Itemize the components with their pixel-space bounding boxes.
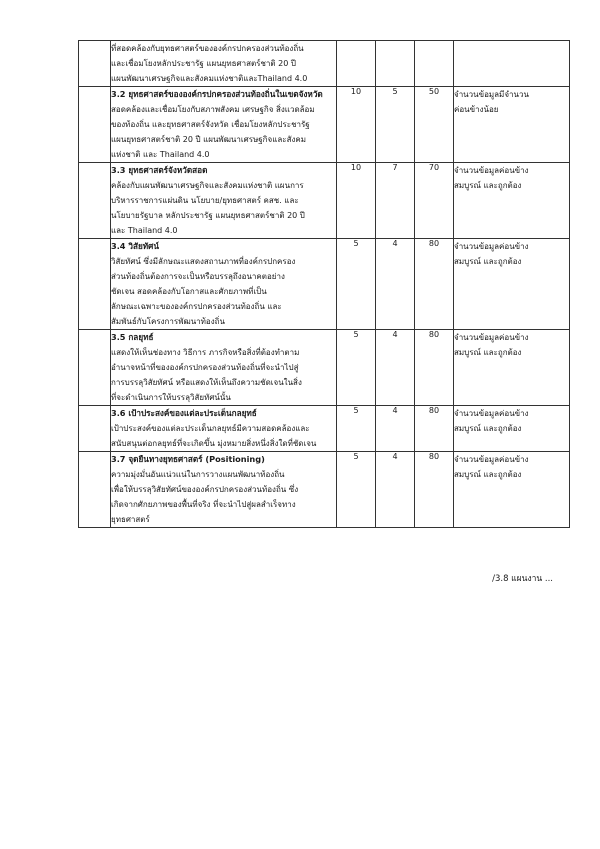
description-line: สัมพันธ์กับโครงการพัฒนาท้องถิ่น [111,317,225,326]
remark-cell [454,41,570,87]
criteria-title: 3.3 ยุทธศาสตร์จังหวัดสอด [111,165,208,175]
description-line: สนับสนุนต่อกลยุทธ์ที่จะเกิดขึ้น มุ่งหมายสิ่งหนึ่งสิ่งใดที่ชัดเจน [111,439,317,448]
earned-score-cell: 4 [376,330,415,406]
description-line: แห่งชาติ และ Thailand 4.0 [111,150,210,159]
criteria-cell [111,87,337,163]
description-line: เกิดจากศักยภาพของพื้นที่จริง ที่จะนำไปสู่ผลสำเร็จทาง [111,500,296,509]
remark-cell [454,406,570,452]
criteria-description [111,467,336,527]
description-line: นโยบายรัฐบาล หลักประชารัฐ แผนยุทธศาสตร์ชาติ 20 ปี [111,211,305,220]
remark-line: ค่อนข้างน้อย [454,105,499,114]
remark-line: จำนวนข้อมูลค่อนข้าง [454,333,529,342]
remark-cell [454,452,570,528]
criteria-cell [111,163,337,239]
full-score-cell: 5 [337,330,376,406]
table-row [79,406,570,452]
description-line: ของท้องถิ่น และยุทธศาสตร์จังหวัด เชื่อมโยงหลักประชารัฐ [111,120,310,129]
description-line: คล้องกับแผนพัฒนาเศรษฐกิจและสังคมแห่งชาติ แผนการ [111,181,304,190]
description-line: ความมุ่งมั่นอันแน่วแน่ในการวางแผนพัฒนาท้องถิ่น [111,470,285,479]
percent-cell: 80 [415,406,454,452]
row-blank-cell [79,239,111,330]
description-line: บริหารราชการแผ่นดิน นโยบาย/ยุทธศาสตร์ คสช. และ [111,196,299,205]
earned-score-cell: 5 [376,87,415,163]
remark-line: จำนวนข้อมูลค่อนข้าง [454,409,529,418]
criteria-cell [111,406,337,452]
full-score-cell [337,41,376,87]
earned-score-cell [376,41,415,87]
table-row [79,87,570,163]
criteria-title: 3.4 วิสัยทัศน์ [111,241,159,251]
table-row [79,239,570,330]
row-blank-cell [79,87,111,163]
criteria-title: 3.5 กลยุทธ์ [111,332,154,342]
remark-cell [454,239,570,330]
continuation-footer: /3.8 แผนงาน ... [492,574,553,584]
description-line: เพื่อให้บรรลุวิสัยทัศน์ขององค์กรปกครองส่วนท้องถิ่น ซึ่ง [111,485,299,494]
row-blank-cell [79,41,111,87]
remark-cell [454,163,570,239]
remark-line: สมบูรณ์ และถูกต้อง [454,181,522,190]
criteria-cell [111,41,337,87]
percent-cell: 80 [415,239,454,330]
table-row [79,163,570,239]
row-blank-cell [79,452,111,528]
table-row [79,452,570,528]
criteria-description [111,254,336,329]
table-row [79,330,570,406]
criteria-description [111,178,336,238]
earned-score-cell: 4 [376,406,415,452]
criteria-title: 3.2 ยุทธศาสตร์ขององค์กรปกครองส่วนท้องถิ่นในเขตจังหวัด [111,89,323,99]
remark-cell [454,87,570,163]
percent-cell: 80 [415,452,454,528]
remark-line: จำนวนข้อมูลค่อนข้าง [454,242,529,251]
percent-cell [415,41,454,87]
description-line: และ Thailand 4.0 [111,226,178,235]
earned-score-cell: 4 [376,239,415,330]
full-score-cell: 5 [337,452,376,528]
criteria-title: 3.6 เป้าประสงค์ของแต่ละประเด็นกลยุทธ์ [111,408,257,418]
remark-line: สมบูรณ์ และถูกต้อง [454,257,522,266]
criteria-cell [111,452,337,528]
criteria-description [111,345,336,405]
description-line: และเชื่อมโยงหลักประชารัฐ แผนยุทธศาสตร์ชาติ 20 ปี [111,59,296,68]
criteria-cell [111,239,337,330]
description-line: ที่สอดคล้องกับยุทธศาสตร์ขององค์กรปกครองส่วนท้องถิ่น [111,44,304,53]
full-score-cell: 10 [337,163,376,239]
description-line: อำนาจหน้าที่ขององค์กรปกครองส่วนท้องถิ่นที่จะนำไปสู่ [111,363,299,372]
remark-line: สมบูรณ์ และถูกต้อง [454,470,522,479]
earned-score-cell: 4 [376,452,415,528]
row-blank-cell [79,406,111,452]
description-line: เป้าประสงค์ของแต่ละประเด็นกลยุทธ์มีความสอดคล้องและ [111,424,310,433]
description-line: วิสัยทัศน์ ซึ่งมีลักษณะแสดงสถานภาพที่องค์กรปกครอง [111,257,296,266]
criteria-cell [111,330,337,406]
full-score-cell: 10 [337,87,376,163]
evaluation-table [78,40,570,528]
full-score-cell: 5 [337,239,376,330]
description-line: แผนพัฒนาเศรษฐกิจและสังคมแห่งชาติและThailand 4.0 [111,74,308,83]
description-line: ยุทธศาสตร์ [111,515,150,524]
earned-score-cell: 7 [376,163,415,239]
row-blank-cell [79,163,111,239]
full-score-cell: 5 [337,406,376,452]
criteria-description [111,421,336,451]
criteria-description [111,41,336,86]
remark-line: จำนวนข้อมูลค่อนข้าง [454,166,529,175]
description-line: แสดงให้เห็นช่องทาง วิธีการ ภารกิจหรือสิ่งที่ต้องทำตาม [111,348,300,357]
remark-line: จำนวนข้อมูลมีจำนวน [454,90,529,99]
description-line: ส่วนท้องถิ่นต้องการจะเป็นหรือบรรลุถึงอนาคตอย่าง [111,272,285,281]
description-line: แผนยุทธศาสตร์ชาติ 20 ปี แผนพัฒนาเศรษฐกิจและสังคม [111,135,306,144]
row-blank-cell [79,330,111,406]
percent-cell: 80 [415,330,454,406]
remark-line: จำนวนข้อมูลค่อนข้าง [454,455,529,464]
remark-line: สมบูรณ์ และถูกต้อง [454,424,522,433]
description-line: การบรรลุวิสัยทัศน์ หรือแสดงให้เห็นถึงความชัดเจนในสิ่ง [111,378,302,387]
percent-cell: 50 [415,87,454,163]
remark-line: สมบูรณ์ และถูกต้อง [454,348,522,357]
evaluation-table-body [79,41,570,528]
criteria-title: 3.7 จุดยืนทางยุทธศาสตร์ (Positioning) [111,454,265,464]
percent-cell: 70 [415,163,454,239]
description-line: ชัดเจน สอดคล้องกับโอกาสและศักยภาพที่เป็น [111,287,267,296]
description-line: ลักษณะเฉพาะขององค์กรปกครองส่วนท้องถิ่น และ [111,302,282,311]
table-row [79,41,570,87]
description-line: สอดคล้องและเชื่อมโยงกับสภาพสังคม เศรษฐกิจ สิ่งแวดล้อม [111,105,315,114]
description-line: ที่จะดำเนินการให้บรรลุวิสัยทัศน์นั้น [111,393,231,402]
criteria-description [111,102,336,162]
remark-cell [454,330,570,406]
